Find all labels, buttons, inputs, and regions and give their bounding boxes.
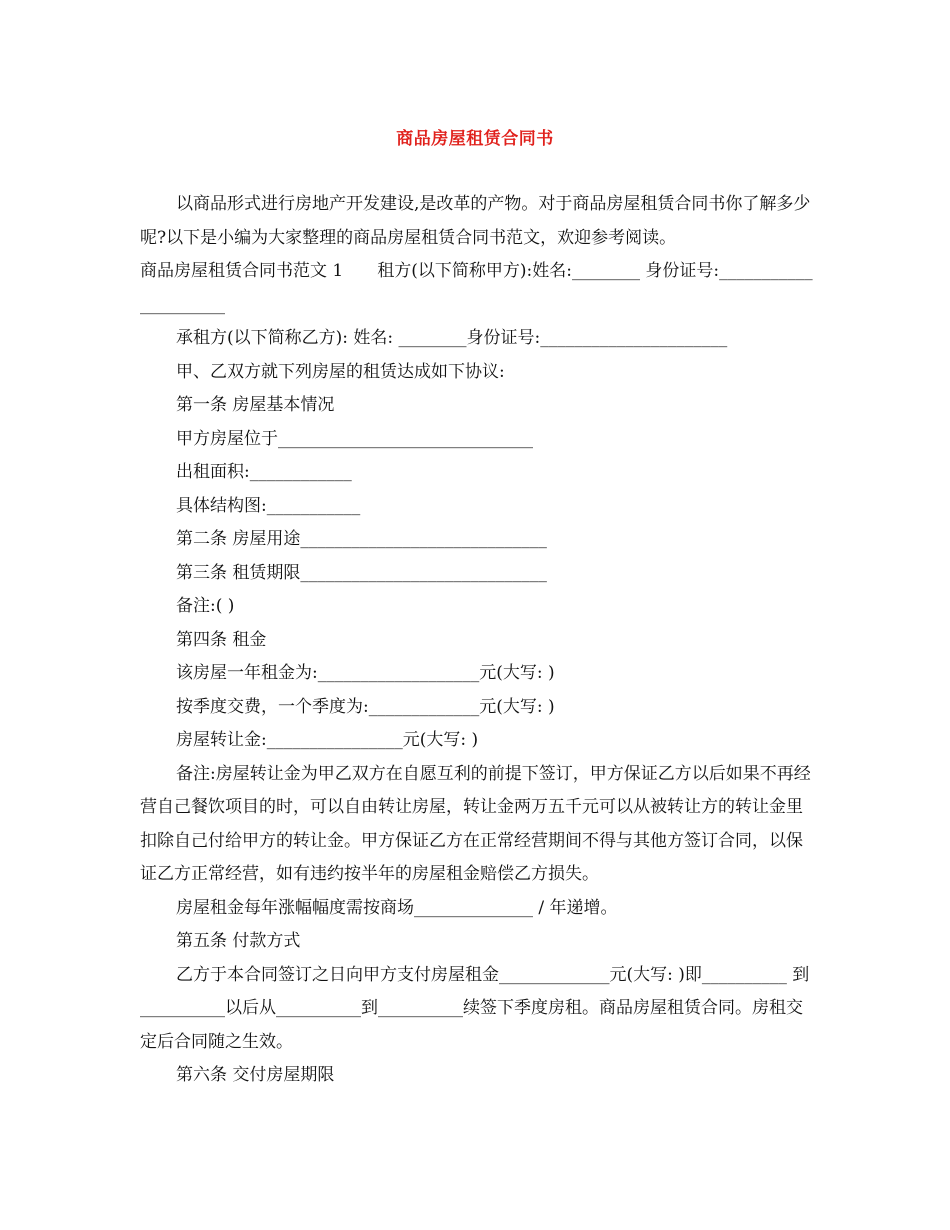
article-4-heading: 第四条 租金 <box>176 629 267 650</box>
rent-increase-line: 房屋租金每年涨幅幅度需按商场______________ / 年递增。 <box>176 897 618 918</box>
structure-diagram-line: 具体结构图:___________ <box>176 495 361 516</box>
lessee-line: 承租方(以下简称乙方): 姓名: ________身份证号:______________________ <box>176 328 728 348</box>
article-5-heading: 第五条 付款方式 <box>176 931 301 951</box>
annual-rent-line: 该房屋一年租金为:___________________元(大写: ) <box>176 663 555 683</box>
remark-line: 备注:( ) <box>176 596 235 616</box>
document-body <box>140 188 815 1093</box>
payment-method-paragraph: 乙方于本合同签订之日向甲方支付房屋租金_____________元(大写: )即__________ 到__________以后从__________到__________续签下季度房租。商品房屋租赁合同。房租交定后合同随之生效。 <box>140 964 810 1052</box>
agreement-intro: 甲、乙双方就下列房屋的租赁达成如下协议: <box>176 361 505 382</box>
article-6-heading: 第六条 交付房屋期限 <box>176 1065 335 1085</box>
quarterly-fee-line: 按季度交费，一个季度为:_____________元(大写: ) <box>176 696 555 717</box>
intro-paragraph: 以商品形式进行房地产开发建设,是改革的产物。对于商品房屋租赁合同书你了解多少呢?以下是小编为大家整理的商品房屋租赁合同书范文，欢迎参考阅读。 <box>140 194 811 248</box>
sample-heading-lessor-line: 商品房屋租赁合同书范文 1 租方(以下简称甲方):姓名:________ 身份证号:_____________________ <box>140 261 813 315</box>
article-3-heading: 第三条 租赁期限_____________________________ <box>176 562 547 583</box>
rental-area-line: 出租面积:____________ <box>176 462 352 482</box>
transfer-fee-line: 房屋转让金:________________元(大写: ) <box>176 730 479 750</box>
article-1-heading: 第一条 房屋基本情况 <box>176 395 335 415</box>
article-2-heading: 第二条 房屋用途_____________________________ <box>176 529 547 549</box>
house-location-line: 甲方房屋位于______________________________ <box>176 428 533 449</box>
document-title: 商品房屋租赁合同书 <box>396 129 554 149</box>
transfer-fee-remark: 备注:房屋转让金为甲乙双方在自愿互利的前提下签订，甲方保证乙方以后如果不再经营自己餐饮项目的时，可以自由转让房屋，转让金两万五千元可以从被转让方的转让金里扣除自己付给甲方的转让金。甲方保证乙方在正常经营期间不得与其他方签订合同，以保证乙方正常经营，如有违约按半年的房屋租金赔偿乙方损失。 <box>140 763 811 884</box>
